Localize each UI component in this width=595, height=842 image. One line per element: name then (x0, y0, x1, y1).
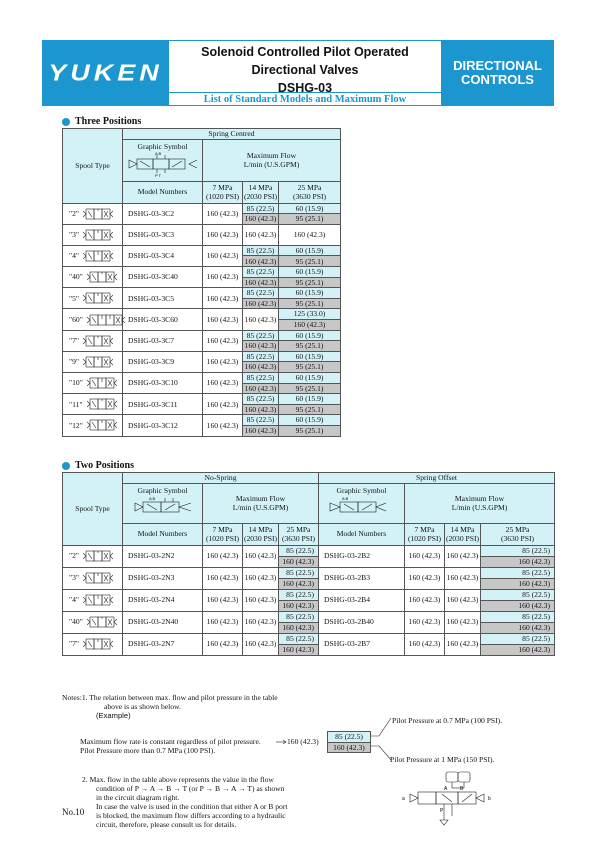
flow-14mpa-upper: 85 (22.5) (243, 415, 279, 426)
model-number-no-spring: DSHG-03-2N40 (123, 611, 203, 633)
pressure-14-header: 14 MPa (2030 PSI) (243, 524, 278, 543)
spool-label: "10" (69, 378, 83, 388)
flow-25mpa-upper: 85 (22.5) (279, 611, 319, 622)
flow-7mpa: 160 (42.3) (203, 224, 243, 245)
spool-cell (63, 245, 123, 266)
circuit-diagram-icon (400, 770, 500, 830)
flow-14mpa: 160 (42.3) (445, 633, 481, 655)
spool-type-header: Spool Type (63, 473, 123, 546)
model-number-spring-offset: DSHG-03-2B2 (319, 545, 405, 567)
flow-14mpa: 160 (42.3) (445, 567, 481, 589)
pressure-25-header: 25 MPa (3630 PSI) (279, 181, 341, 203)
flow-25mpa-upper: 60 (15.9) (279, 394, 341, 405)
spool-symbol-icon (83, 550, 113, 562)
max-flow-header: Maximum Flow L/min (U.S.GPM) (203, 483, 319, 523)
flow-7mpa: 160 (42.3) (203, 415, 243, 436)
example-left-text: Maximum flow rate is constant regardless of pilot pressure. Pilot Pressure more than 0.7 MPa (100 PSI). (80, 737, 261, 755)
spool-cell (63, 394, 123, 415)
spool-cell (63, 309, 123, 330)
spool-symbol-icon (87, 314, 125, 326)
flow-7mpa: 160 (42.3) (203, 330, 243, 351)
flow-14mpa-upper: 85 (22.5) (243, 394, 279, 405)
spring-offset-header: Spring Offset (319, 473, 555, 484)
model-number-no-spring: DSHG-03-2N3 (123, 567, 203, 589)
spool-label: "7" (69, 639, 79, 649)
model-number-spring-offset: DSHG-03-2B7 (319, 633, 405, 655)
flow-7mpa: 160 (42.3) (203, 373, 243, 394)
category-line-2: CONTROLS (461, 72, 534, 87)
flow-25mpa-lower: 95 (25.1) (279, 214, 341, 225)
model-number: DSHG-03-3C2 (123, 203, 203, 224)
flow-14mpa-lower: 160 (42.3) (243, 341, 279, 352)
section-two-positions (62, 460, 134, 471)
three-positions-table (62, 128, 341, 437)
flow-25mpa-lower: 160 (42.3) (481, 556, 555, 567)
section-three-positions (62, 116, 141, 127)
svg-text:P T: P T (154, 173, 161, 177)
spool-cell (63, 589, 123, 611)
model-number-no-spring: DSHG-03-2N7 (123, 633, 203, 655)
flow-25mpa-upper: 60 (15.9) (279, 351, 341, 362)
title-line-1: Solenoid Controlled Pilot Operated (201, 45, 409, 59)
flow-14mpa: 160 (42.3) (445, 611, 481, 633)
spool-cell (63, 373, 123, 394)
spool-label: "4" (69, 251, 79, 261)
valve-symbol-icon (127, 495, 199, 519)
spool-symbol-icon (83, 292, 113, 304)
table-row (63, 633, 555, 644)
table-row (63, 203, 341, 214)
spool-symbol-icon (83, 594, 113, 606)
flow-25mpa-upper: 60 (15.9) (279, 373, 341, 384)
flow-25mpa-upper: 60 (15.9) (279, 415, 341, 426)
model-number: DSHG-03-3C12 (123, 415, 203, 436)
model-number: DSHG-03-3C10 (123, 373, 203, 394)
spool-symbol-icon (83, 356, 113, 368)
spool-cell (63, 203, 123, 224)
svg-text:a: a (402, 796, 405, 802)
flow-25mpa-lower: 95 (25.1) (279, 404, 341, 415)
svg-text:P: P (440, 808, 444, 814)
flow-14mpa: 160 (42.3) (243, 633, 279, 655)
max-flow-header (203, 139, 341, 181)
graphic-symbol-label: Graphic Symbol (137, 141, 188, 151)
spool-label: "40" (69, 272, 83, 282)
model-number-no-spring: DSHG-03-2N2 (123, 545, 203, 567)
example-top-label: Pilot Pressure at 0.7 MPa (100 PSI). (392, 716, 503, 725)
table-row (63, 567, 555, 578)
max-flow-label: Maximum Flow (246, 150, 297, 160)
flow-14mpa: 160 (42.3) (243, 589, 279, 611)
spool-cell (63, 351, 123, 372)
svg-text:A B: A B (154, 151, 161, 156)
title-line-3: DSHG-03 (277, 81, 333, 95)
graphic-symbol-cell: Graphic Symbol A B (123, 483, 203, 523)
max-flow-header: Maximum Flow L/min (U.S.GPM) (405, 483, 555, 523)
note-1: Notes:1. The relation between max. flow and pilot pressure in the table above is as shown below. (Example) (62, 693, 278, 720)
flow-14mpa-lower: 160 (42.3) (243, 298, 279, 309)
flow-14mpa-upper: 85 (22.5) (243, 267, 279, 278)
spool-label: "9" (69, 357, 79, 367)
flow-7mpa: 160 (42.3) (203, 633, 243, 655)
flow-7mpa: 160 (42.3) (405, 567, 445, 589)
spool-label: "4" (69, 595, 79, 605)
spool-cell (63, 633, 123, 655)
spool-symbol-icon (87, 377, 117, 389)
spool-label: "2" (69, 551, 79, 561)
model-number: DSHG-03-3C3 (123, 224, 203, 245)
svg-text:A B: A B (341, 496, 348, 501)
flow-7mpa: 160 (42.3) (203, 589, 243, 611)
table-row (63, 394, 341, 405)
spool-type-header: Spool Type (63, 129, 123, 204)
bullet-icon (62, 118, 70, 126)
flow-25mpa-lower: 160 (42.3) (279, 644, 319, 655)
flow-7mpa: 160 (42.3) (203, 267, 243, 288)
flow-14mpa: 160 (42.3) (243, 567, 279, 589)
flow-25mpa-lower: 160 (42.3) (279, 578, 319, 589)
model-number: DSHG-03-3C11 (123, 394, 203, 415)
flow-25mpa: 160 (42.3) (279, 224, 341, 245)
table-row (63, 245, 341, 256)
flow-14mpa-upper: 85 (22.5) (243, 288, 279, 299)
spool-symbol-icon (83, 335, 113, 347)
flow-25mpa-lower: 95 (25.1) (279, 362, 341, 373)
table-row (63, 545, 555, 556)
model-numbers-header: Model Numbers (123, 181, 203, 203)
table-row (63, 288, 341, 299)
model-number: DSHG-03-3C4 (123, 245, 203, 266)
flow-7mpa: 160 (42.3) (203, 351, 243, 372)
two-positions-table (62, 472, 555, 656)
table-row (63, 309, 341, 320)
svg-text:A B: A B (148, 496, 155, 501)
flow-14mpa-lower: 160 (42.3) (243, 277, 279, 288)
yuken-logo (42, 40, 169, 106)
flow-14mpa-upper: 85 (22.5) (243, 351, 279, 362)
logo-text: YUKEN (48, 59, 163, 86)
model-numbers-header: Model Numbers (123, 523, 203, 545)
table-row (63, 415, 341, 426)
spool-label: "2" (69, 208, 79, 218)
flow-25mpa-upper: 85 (22.5) (481, 633, 555, 644)
table-row (63, 330, 341, 341)
spool-cell (63, 567, 123, 589)
flow-7mpa: 160 (42.3) (203, 394, 243, 415)
pressure-25-header: 25 MPa (3630 PSI) (279, 523, 319, 545)
spool-label: "11" (69, 399, 83, 409)
spool-symbol-icon (83, 208, 113, 220)
pressure-7-header: 7 MPa (1020 PSI) (203, 181, 243, 203)
flow-25mpa-upper: 85 (22.5) (481, 589, 555, 600)
model-number: DSHG-03-3C5 (123, 288, 203, 309)
flow-14mpa: 160 (42.3) (243, 224, 279, 245)
valve-symbol-icon (326, 495, 398, 519)
flow-25mpa-upper: 85 (22.5) (279, 589, 319, 600)
section-title: Three Positions (75, 116, 142, 127)
spool-cell (63, 545, 123, 567)
flow-25mpa-lower: 160 (42.3) (279, 320, 341, 331)
table-row (63, 373, 341, 384)
flow-14mpa-lower: 160 (42.3) (243, 383, 279, 394)
spool-symbol-icon (87, 271, 117, 283)
flow-25mpa-lower: 95 (25.1) (279, 425, 341, 436)
flow-14mpa: 160 (42.3) (445, 589, 481, 611)
spool-label: "3" (69, 230, 79, 240)
pressure-25-header: 25 MPa (3630 PSI) (481, 523, 555, 545)
flow-7mpa: 160 (42.3) (405, 545, 445, 567)
spool-symbol-icon (83, 572, 113, 584)
flow-25mpa-lower: 160 (42.3) (481, 644, 555, 655)
spool-symbol-icon (87, 398, 117, 410)
flow-14mpa: 160 (42.3) (243, 309, 279, 330)
flow-25mpa-upper: 85 (22.5) (481, 545, 555, 556)
flow-25mpa-upper: 85 (22.5) (481, 611, 555, 622)
flow-7mpa: 160 (42.3) (203, 288, 243, 309)
flow-25mpa-lower: 95 (25.1) (279, 256, 341, 267)
table-row (63, 267, 341, 278)
flow-25mpa-lower: 160 (42.3) (481, 622, 555, 633)
table-row (63, 224, 341, 235)
spool-label: "7" (69, 335, 79, 345)
pressure-7-header: 7 MPa (1020 PSI) (405, 523, 445, 545)
no-spring-header: No-Spring (123, 473, 319, 484)
graphic-symbol-cell (123, 139, 203, 181)
flow-7mpa: 160 (42.3) (203, 611, 243, 633)
spool-cell (63, 288, 123, 309)
example-mid-value: 160 (42.3) (287, 737, 319, 746)
category-line-1: DIRECTIONAL (453, 58, 542, 73)
flow-25mpa-lower: 160 (42.3) (279, 556, 319, 567)
spool-symbol-icon (83, 229, 113, 241)
pressure-14-header: 14 MPa (2030 PSI) (243, 182, 278, 201)
flow-25mpa-upper: 60 (15.9) (279, 267, 341, 278)
flow-25mpa-lower: 160 (42.3) (481, 600, 555, 611)
flow-7mpa: 160 (42.3) (405, 589, 445, 611)
group-header: Spring Centred (123, 129, 341, 140)
flow-unit-label: L/min (U.S.GPM) (243, 160, 300, 169)
section-title: Two Positions (75, 460, 134, 471)
flow-25mpa-lower: 95 (25.1) (279, 298, 341, 309)
spool-cell (63, 611, 123, 633)
spool-symbol-icon (83, 250, 113, 262)
flow-25mpa-upper: 85 (22.5) (279, 633, 319, 644)
flow-25mpa-lower: 95 (25.1) (279, 341, 341, 352)
model-number: DSHG-03-3C60 (123, 309, 203, 330)
flow-14mpa-lower: 160 (42.3) (243, 404, 279, 415)
spool-label: "3" (69, 573, 79, 583)
flow-25mpa-upper: 60 (15.9) (279, 330, 341, 341)
spool-symbol-icon (87, 616, 117, 628)
spool-cell (63, 330, 123, 351)
flow-14mpa: 160 (42.3) (243, 611, 279, 633)
spool-cell (63, 415, 123, 436)
svg-text:B: B (460, 786, 464, 792)
pressure-7-header: 7 MPa (1020 PSI) (203, 523, 243, 545)
spool-label: "40" (69, 617, 83, 627)
flow-7mpa: 160 (42.3) (203, 309, 243, 330)
flow-25mpa-lower: 160 (42.3) (279, 622, 319, 633)
spool-label: "60" (69, 314, 83, 324)
graphic-symbol-cell: Graphic Symbol A B (319, 483, 405, 523)
svg-text:A: A (444, 786, 448, 792)
spool-symbol-icon (87, 419, 117, 431)
svg-text:b: b (488, 796, 491, 802)
spool-cell (63, 224, 123, 245)
flow-25mpa-upper: 60 (15.9) (279, 245, 341, 256)
spool-symbol-icon (83, 638, 113, 650)
model-number: DSHG-03-3C7 (123, 330, 203, 351)
model-number-spring-offset: DSHG-03-2B4 (319, 589, 405, 611)
flow-14mpa: 160 (42.3) (445, 545, 481, 567)
table-row (63, 611, 555, 622)
model-number-no-spring: DSHG-03-2N4 (123, 589, 203, 611)
model-number: DSHG-03-3C40 (123, 267, 203, 288)
flow-14mpa-lower: 160 (42.3) (243, 256, 279, 267)
flow-7mpa: 160 (42.3) (203, 245, 243, 266)
flow-25mpa-upper: 125 (33.0) (279, 309, 341, 320)
flow-25mpa-upper: 85 (22.5) (481, 567, 555, 578)
flow-25mpa-upper: 60 (15.9) (279, 203, 341, 214)
flow-7mpa: 160 (42.3) (203, 567, 243, 589)
table-row (63, 351, 341, 362)
title-line-2: Directional Valves (251, 63, 359, 77)
note-2: 2. Max. flow in the table above represents the value in the flow condition of P → A → B → T (or P → B → A → T) as shown in the circuit diagram right. In case the valve is used in the condition that either A or B port is blocked, the maximum flow differs according to a hydraulic circuit, therefore, please consult us for details. (82, 775, 288, 829)
document-title (169, 40, 441, 106)
flow-14mpa-lower: 160 (42.3) (243, 214, 279, 225)
flow-25mpa-lower: 160 (42.3) (279, 600, 319, 611)
page-number: No.10 (62, 807, 85, 817)
model-numbers-header: Model Numbers (319, 523, 405, 545)
example-label: (Example) (96, 711, 131, 720)
flow-14mpa-lower: 160 (42.3) (243, 425, 279, 436)
flow-7mpa: 160 (42.3) (405, 611, 445, 633)
flow-25mpa-upper: 60 (15.9) (279, 288, 341, 299)
valve-symbol-icon (127, 151, 199, 177)
bullet-icon (62, 462, 70, 470)
spool-label: "12" (69, 420, 83, 430)
flow-14mpa: 160 (42.3) (243, 545, 279, 567)
flow-7mpa: 160 (42.3) (203, 545, 243, 567)
pressure-14-header: 14 MPa (2030 PSI) (445, 524, 480, 543)
flow-25mpa-upper: 85 (22.5) (279, 567, 319, 578)
table-row (63, 589, 555, 600)
spool-cell (63, 267, 123, 288)
flow-25mpa-lower: 95 (25.1) (279, 277, 341, 288)
flow-25mpa-upper: 85 (22.5) (279, 545, 319, 556)
flow-25mpa-lower: 160 (42.3) (481, 578, 555, 589)
flow-7mpa: 160 (42.3) (405, 633, 445, 655)
model-number-spring-offset: DSHG-03-2B40 (319, 611, 405, 633)
flow-14mpa-lower: 160 (42.3) (243, 362, 279, 373)
example-flow-cells: 85 (22.5) 160 (42.3) (327, 731, 371, 753)
flow-25mpa-lower: 95 (25.1) (279, 383, 341, 394)
model-number: DSHG-03-3C9 (123, 351, 203, 372)
flow-7mpa: 160 (42.3) (203, 203, 243, 224)
category-label (441, 40, 554, 106)
example-bottom-label: Pilot Pressure at 1 MPa (150 PSI). (390, 755, 495, 764)
flow-14mpa-upper: 85 (22.5) (243, 373, 279, 384)
flow-14mpa-upper: 85 (22.5) (243, 330, 279, 341)
model-number-spring-offset: DSHG-03-2B3 (319, 567, 405, 589)
flow-14mpa-upper: 85 (22.5) (243, 203, 279, 214)
flow-14mpa-upper: 85 (22.5) (243, 245, 279, 256)
spool-label: "5" (69, 293, 79, 303)
document-subtitle: List of Standard Models and Maximum Flow (169, 92, 441, 106)
